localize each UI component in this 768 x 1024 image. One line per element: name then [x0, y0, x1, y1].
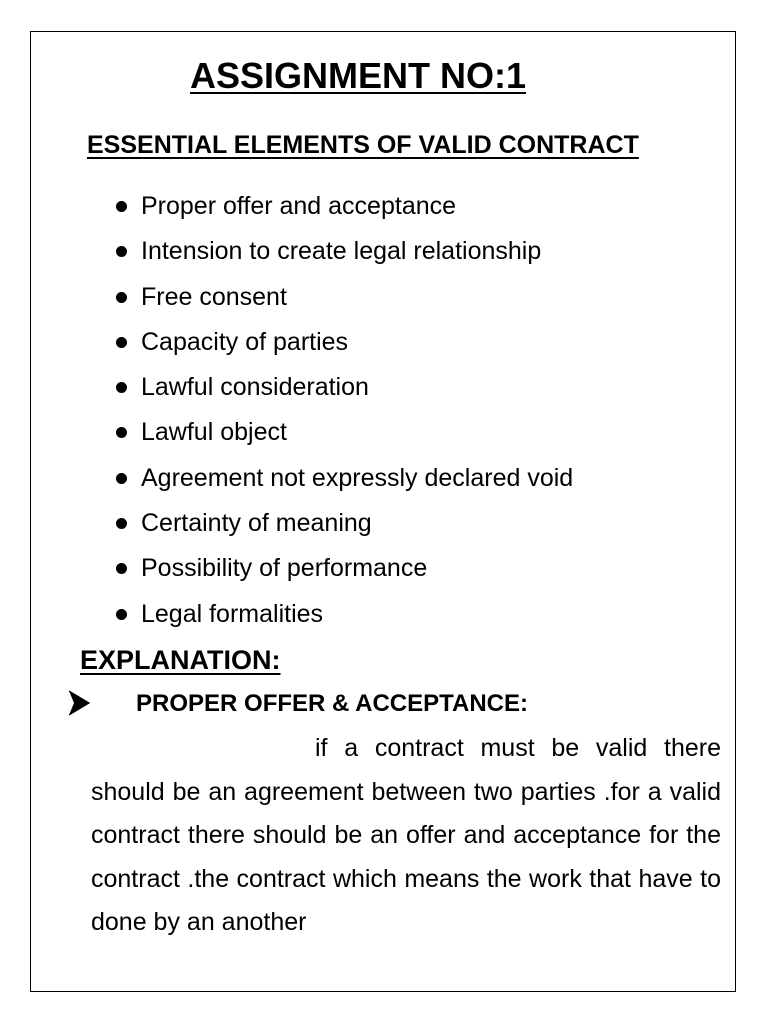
arrow-bullet-icon [68, 690, 90, 716]
bullet-dot-icon [116, 563, 127, 574]
document-subtitle: ESSENTIAL ELEMENTS OF VALID CONTRACT [87, 131, 639, 159]
document-title [0, 50, 716, 102]
bullet-dot-icon [116, 337, 127, 348]
list-item [116, 412, 573, 457]
list-item-text: Free consent [141, 282, 287, 311]
list-item [116, 367, 573, 412]
list-item [116, 322, 573, 367]
list-item-text: Intension to create legal relationship [141, 237, 542, 266]
list-item [116, 186, 573, 231]
list-item [116, 231, 573, 276]
list-item [116, 277, 573, 322]
list-item-text: Lawful object [141, 418, 287, 447]
bullet-dot-icon [116, 518, 127, 529]
bullet-dot-icon [116, 201, 127, 212]
list-item-text: Proper offer and acceptance [141, 192, 457, 220]
list-item [116, 503, 573, 548]
list-item-text: Legal formalities [141, 599, 324, 628]
document-title-text: ASSIGNMENT NO:1 [189, 55, 527, 96]
section-paragraph: if a contract must be valid there should be an agreement between two parties .for a valid contract there should be an offer and acceptance for the contract .the contract which means the work that have to done by an another [91, 734, 721, 936]
bullet-dot-icon [116, 382, 127, 393]
list-item [116, 594, 573, 639]
bullet-dot-icon [116, 473, 127, 484]
list-item [116, 548, 573, 593]
list-item-text: Capacity of parties [141, 327, 349, 356]
bullet-dot-icon [116, 292, 127, 303]
explanation-heading: EXPLANATION: [80, 645, 281, 675]
bullet-dot-icon [116, 427, 127, 438]
list-item [116, 458, 573, 503]
elements-list [116, 186, 573, 639]
bullet-dot-icon [116, 609, 127, 620]
list-item-text: Lawful consideration [141, 373, 369, 402]
section-heading: PROPER OFFER & ACCEPTANCE: [136, 690, 529, 717]
list-item-text: Possibility of performance [141, 554, 428, 583]
bullet-dot-icon [116, 246, 127, 257]
list-item-text: Certainty of meaning [141, 509, 372, 538]
list-item-text: Agreement not expressly declared void [141, 463, 574, 492]
